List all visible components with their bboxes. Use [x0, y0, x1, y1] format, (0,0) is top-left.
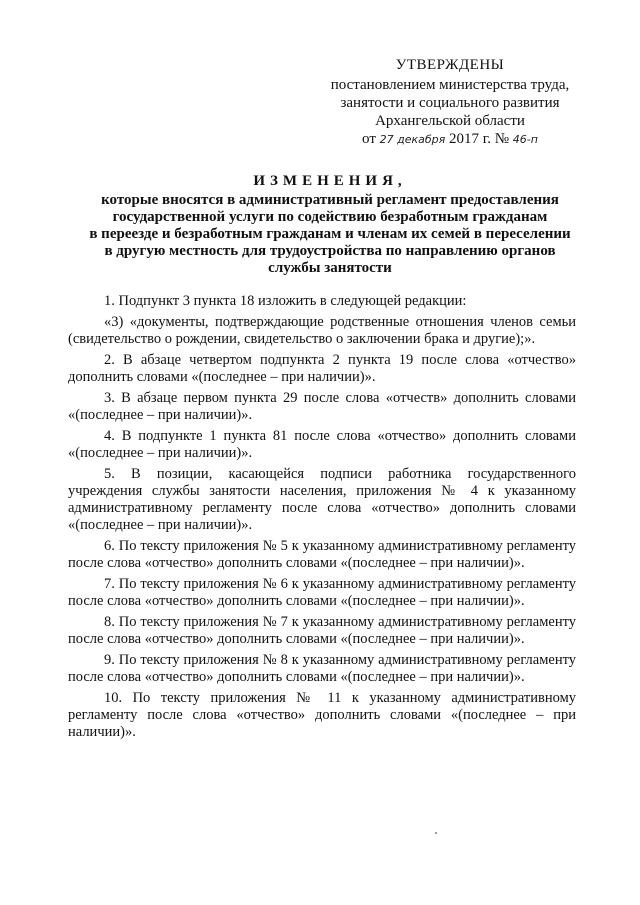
- document-title: [70, 173, 590, 277]
- paragraph-item-4: 4. В подпункте 1 пункта 81 после слова «отчество» дополнить словами «(последнее – при наличии)».: [68, 428, 576, 461]
- paragraph-item-6: 6. По тексту приложения № 5 к указанному административному регламенту после слова «отчество» дополнить словами «(последнее – при наличии)».: [68, 538, 576, 571]
- paragraph-item-8: 8. По тексту приложения № 7 к указанному административному регламенту после слова «отчество» дополнить словами «(последнее – при наличии)».: [68, 614, 576, 647]
- handwritten-date: 27 декабря: [379, 133, 446, 146]
- paragraph-item-1-quote: «3) «документы, подтверждающие родственные отношения членов семьи (свидетельство о рождении, свидетельство о заключении брака и другие);».: [68, 314, 576, 347]
- title-subtitle-line: государственной услуги по содействию безработным гражданам: [112, 209, 548, 225]
- paragraph-item-1: 1. Подпункт 3 пункта 18 изложить в следующей редакции:: [104, 293, 467, 309]
- scan-speck: [435, 832, 437, 834]
- date-prefix: от: [362, 131, 376, 147]
- document-body: [68, 293, 576, 745]
- title-heading: ИЗМЕНЕНИЯ,: [253, 173, 407, 189]
- paragraph-item-10: 10. По тексту приложения № 11 к указанному административному регламенту после слова «отчество» дополнить словами «(последнее – при наличии)».: [68, 690, 576, 740]
- paragraph-item-2: 2. В абзаце четвертом подпункта 2 пункта 19 после слова «отчество» дополнить словами «(последнее – при наличии)».: [68, 352, 576, 385]
- approval-header: УТВЕРЖДЕНЫ: [395, 57, 505, 73]
- handwritten-number: 46-п: [512, 133, 538, 146]
- approval-line: Архангельской области: [375, 113, 525, 129]
- approval-block: [300, 56, 600, 149]
- title-subtitle-line: которые вносятся в административный регламент предоставления: [101, 192, 559, 208]
- paragraph-item-9: 9. По тексту приложения № 8 к указанному административному регламенту после слова «отчество» дополнить словами «(последнее – при наличии)».: [68, 652, 576, 685]
- paragraph-item-7: 7. По тексту приложения № 6 к указанному административному регламенту после слова «отчество» дополнить словами «(последнее – при наличии)».: [68, 576, 576, 609]
- approval-line: занятости и социального развития: [340, 95, 560, 111]
- title-subtitle-line: в другую местность для трудоустройства по направлению органов: [104, 243, 556, 259]
- paragraph-item-3: 3. В абзаце первом пункта 29 после слова «отчеств» дополнить словами «(последнее – при наличии)».: [68, 390, 576, 423]
- title-subtitle-line: службы занятости: [268, 260, 392, 276]
- title-subtitle-line: в переезде и безработным гражданам и членам их семей в переселении: [89, 226, 571, 242]
- approval-date-line: [300, 130, 600, 149]
- approval-line: постановлением министерства труда,: [330, 77, 570, 93]
- paragraph-item-5: 5. В позиции, касающейся подписи работника государственного учреждения службы занятости населения, приложения № 4 к указанному административному регламенту после слова «отчество» дополнить словами «(последнее – при наличии)».: [68, 466, 576, 533]
- year-text: 2017 г. №: [449, 131, 510, 147]
